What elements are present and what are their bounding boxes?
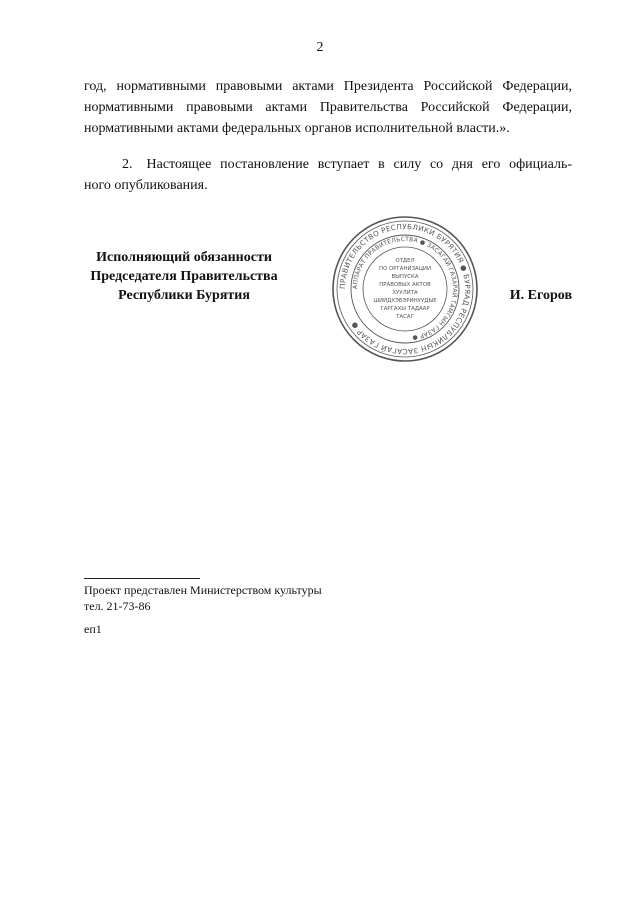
signatory-title-line: Исполняющий обязанности — [96, 250, 272, 265]
footnote-phone: тел. 21-73-86 — [84, 599, 151, 613]
svg-text:АППАРАТ ПРАВИТЕЛЬСТВА ● ЗАСАГА — [352, 236, 458, 342]
seal-outer-text: ПРАВИТЕЛЬСТВО РЕСПУБЛИКИ БУРЯТИЯ ● БУРЯАД РЕСПУБЛИКЫН ЗАСАГАЙ ГАЗАР ● — [337, 221, 473, 357]
seal-center-line: ПРАВОВЫХ АКТОВ — [379, 282, 431, 288]
paragraph-line: нормативными актами федеральных органов исполнительной власти.». — [84, 121, 510, 136]
seal-inner-text: АППАРАТ ПРАВИТЕЛЬСТВА ● ЗАСАГАЙ ГАЗАРАЙ ТАМГЫН ГАЗАР ● — [351, 235, 459, 342]
paragraph-line: нормативными правовыми актами Правительства Российской Федерации, — [84, 100, 572, 115]
footnote-author: Проект представлен Министерством культуры — [84, 583, 322, 597]
official-seal — [330, 214, 480, 364]
signatory-title — [84, 248, 284, 305]
seal-center-line: ХУУЛИТА — [392, 290, 418, 296]
paragraph-line — [84, 154, 572, 175]
footnote-code: еп1 — [84, 622, 102, 636]
clause-paragraph — [84, 154, 572, 196]
clause-number: 2. — [122, 157, 133, 172]
signatory-title-line: Республики Бурятия — [118, 288, 250, 303]
continuation-paragraph — [84, 76, 572, 139]
seal-center-line: ТАСАГ — [396, 314, 414, 320]
seal-center-line: ГАРГАХЫ ТАДААР — [380, 306, 430, 312]
paragraph-line: ного опубликования. — [84, 178, 208, 193]
signatory-name: И. Егоров — [509, 288, 572, 303]
paragraph-line: год, нормативными правовыми актами Президента Российской Федерации, — [84, 79, 572, 94]
page-number: 2 — [316, 40, 324, 55]
seal-center-line: ОТДЕЛ — [395, 258, 415, 264]
seal-center-line: ВЫПУСКА — [391, 274, 419, 280]
signatory-title-line: Председателя Правительства — [90, 269, 278, 284]
seal-center-line: ПО ОРГАНИЗАЦИИ — [379, 266, 431, 272]
footnote-divider — [84, 578, 200, 579]
seal-center-line: ШИИДХЭБЭРИНУУДЫЕ — [373, 298, 437, 304]
clause-text: Настоящее постановление вступает в силу со дня его официаль- — [146, 157, 572, 172]
